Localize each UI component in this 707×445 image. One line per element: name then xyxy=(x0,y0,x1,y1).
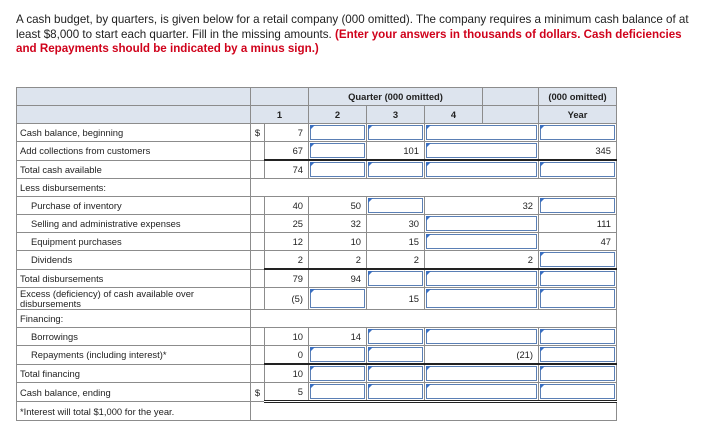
input-box[interactable] xyxy=(310,366,365,381)
cell-value: 15 xyxy=(408,236,419,247)
input-box[interactable] xyxy=(426,289,537,308)
input-marker-icon xyxy=(540,125,545,130)
cell-value: 2 xyxy=(297,254,303,265)
answer-input-q3[interactable] xyxy=(367,328,425,346)
answer-input-q4[interactable] xyxy=(425,328,539,346)
row-label: Selling and administrative expenses xyxy=(17,215,251,233)
answer-input-q2[interactable] xyxy=(309,124,367,142)
given-value-q1 xyxy=(265,197,309,215)
cell-value: 111 xyxy=(596,218,611,229)
table-row xyxy=(17,233,617,251)
cell-value: 14 xyxy=(350,331,361,342)
answer-input-q3[interactable] xyxy=(367,364,425,383)
answer-input-year[interactable] xyxy=(539,364,617,383)
cell-value xyxy=(533,293,536,304)
row-label: Total disbursements xyxy=(17,269,251,288)
answer-input-q4[interactable] xyxy=(425,364,539,383)
input-marker-icon xyxy=(540,162,545,167)
given-value-q3 xyxy=(367,142,425,161)
given-value-q1 xyxy=(265,160,309,179)
cell-value xyxy=(611,254,614,265)
cell-value xyxy=(419,349,422,360)
given-value-q1 xyxy=(265,288,309,310)
input-marker-icon xyxy=(310,366,315,371)
header-q3: 3 xyxy=(367,106,425,124)
given-value-q1 xyxy=(265,233,309,251)
header-year: Year xyxy=(539,106,617,124)
cell-value: (21) xyxy=(516,349,533,360)
answer-input-q2[interactable] xyxy=(309,383,367,402)
cell-value xyxy=(419,331,422,342)
row-label: Dividends xyxy=(17,251,251,270)
table-row xyxy=(17,288,617,310)
cell-value: 67 xyxy=(292,145,303,156)
answer-input-q3[interactable] xyxy=(367,124,425,142)
quarter-group-header: Quarter (000 omitted) xyxy=(309,88,483,106)
input-marker-icon xyxy=(426,143,431,148)
header-q2: 2 xyxy=(309,106,367,124)
table-row xyxy=(17,328,617,346)
input-box[interactable] xyxy=(426,125,537,140)
given-value-q1 xyxy=(265,124,309,142)
given-value-q1 xyxy=(265,328,309,346)
cell-value: 32 xyxy=(350,218,361,229)
row-label: Financing: xyxy=(17,310,251,328)
cell-value xyxy=(533,236,536,247)
cell-value xyxy=(419,386,422,397)
cell-value xyxy=(533,218,536,229)
instructions-text: A cash budget, by quarters, is given below for a retail company (000 omitted). The company requires a minimum cash balance of at least $8,000 to start each quarter. Fill in the missing amounts. xyxy=(16,13,689,41)
cell-value: 15 xyxy=(408,293,419,304)
answer-input-q4[interactable] xyxy=(425,288,539,310)
input-marker-icon xyxy=(540,366,545,371)
input-box[interactable] xyxy=(368,162,423,177)
cell-value xyxy=(419,368,422,379)
input-marker-icon xyxy=(368,384,373,389)
given-value-q4 xyxy=(425,197,539,215)
input-marker-icon xyxy=(310,125,315,130)
input-box[interactable] xyxy=(540,347,615,362)
dollar-sign xyxy=(251,215,265,233)
input-marker-icon xyxy=(426,216,431,221)
row-label: Equipment purchases xyxy=(17,233,251,251)
dollar-sign xyxy=(251,346,265,365)
input-box[interactable] xyxy=(368,366,423,381)
input-box[interactable] xyxy=(368,271,423,286)
cell-value xyxy=(361,349,364,360)
row-label: Cash balance, beginning xyxy=(17,124,251,142)
dollar-sign xyxy=(251,288,265,310)
input-box[interactable] xyxy=(368,329,423,344)
cell-value: 101 xyxy=(403,145,419,156)
dollar-sign xyxy=(251,328,265,346)
year-group-header: (000 omitted) xyxy=(539,88,617,106)
cell-value xyxy=(361,164,364,175)
cell-value: 47 xyxy=(600,236,611,247)
table-row xyxy=(17,142,617,161)
answer-input-year[interactable] xyxy=(539,346,617,365)
header-corner xyxy=(17,88,251,106)
cell-value xyxy=(611,349,614,360)
input-box[interactable] xyxy=(368,384,423,399)
dollar-sign xyxy=(251,251,265,270)
input-marker-icon xyxy=(310,384,315,389)
input-box[interactable] xyxy=(540,271,615,286)
cell-value: 32 xyxy=(522,200,533,211)
table-row xyxy=(17,197,617,215)
header-q1: 1 xyxy=(251,106,309,124)
cell-value: (5) xyxy=(291,293,303,304)
dollar-sign: $ xyxy=(251,124,265,142)
answer-input-q4[interactable] xyxy=(425,233,539,251)
row-label: Total financing xyxy=(17,364,251,383)
given-value-q1 xyxy=(265,364,309,383)
input-box[interactable] xyxy=(540,125,615,140)
row-label: Purchase of inventory xyxy=(17,197,251,215)
input-marker-icon xyxy=(368,271,373,276)
table-row xyxy=(17,402,617,421)
input-box[interactable] xyxy=(310,289,365,308)
input-marker-icon xyxy=(368,366,373,371)
given-value-q3 xyxy=(367,233,425,251)
input-box[interactable] xyxy=(540,384,615,399)
input-marker-icon xyxy=(540,384,545,389)
cell-value xyxy=(611,200,614,211)
section-filler xyxy=(251,310,617,328)
input-box[interactable] xyxy=(540,198,615,213)
row-label: Borrowings xyxy=(17,328,251,346)
input-box[interactable] xyxy=(426,384,537,399)
cell-value xyxy=(533,127,536,138)
instructions-emphasis: (Enter your answers in thousands of dollars. Cash deficiencies and Repayments should be indicated by a minus sign.) xyxy=(16,27,682,56)
cell-value xyxy=(361,293,364,304)
dollar-sign: $ xyxy=(251,383,265,402)
input-box[interactable] xyxy=(426,143,537,158)
given-value-year xyxy=(539,215,617,233)
input-marker-icon xyxy=(368,198,373,203)
input-marker-icon xyxy=(540,329,545,334)
given-value-q1 xyxy=(265,142,309,161)
cell-value: 12 xyxy=(292,236,303,247)
cell-value: 94 xyxy=(350,273,361,284)
answer-input-q3[interactable] xyxy=(367,160,425,179)
input-marker-icon xyxy=(426,234,431,239)
answer-input-q2[interactable] xyxy=(309,142,367,161)
cell-value xyxy=(533,331,536,342)
input-box[interactable] xyxy=(310,347,365,362)
cash-budget-table xyxy=(16,87,617,421)
cell-value: 25 xyxy=(292,218,303,229)
answer-input-q2[interactable] xyxy=(309,346,367,365)
given-value-q1 xyxy=(265,346,309,365)
table-row xyxy=(17,160,617,179)
cell-value: 74 xyxy=(292,164,303,175)
dollar-sign xyxy=(251,142,265,161)
cell-value: 10 xyxy=(292,331,303,342)
cell-value: 2 xyxy=(355,254,361,265)
table-row xyxy=(17,124,617,142)
row-label: Excess (deficiency) of cash available over disbursements xyxy=(17,288,251,310)
given-value-q2 xyxy=(309,251,367,270)
answer-input-q2[interactable] xyxy=(309,160,367,179)
cell-value: 10 xyxy=(292,368,303,379)
dollar-sign xyxy=(251,233,265,251)
cell-value: 0 xyxy=(297,349,303,360)
row-label: Less disbursements: xyxy=(17,179,251,197)
input-box[interactable] xyxy=(368,125,423,140)
input-marker-icon xyxy=(426,329,431,334)
answer-input-q4[interactable] xyxy=(425,215,539,233)
input-box[interactable] xyxy=(426,234,537,249)
input-marker-icon xyxy=(368,162,373,167)
input-marker-icon xyxy=(426,271,431,276)
cell-value xyxy=(361,386,364,397)
cell-value xyxy=(533,164,536,175)
input-box[interactable] xyxy=(310,143,365,158)
given-value-year xyxy=(539,233,617,251)
input-marker-icon xyxy=(310,289,315,294)
dollar-sign xyxy=(251,197,265,215)
given-value-q2 xyxy=(309,269,367,288)
answer-input-q2[interactable] xyxy=(309,288,367,310)
cell-value: 2 xyxy=(413,254,419,265)
cell-value xyxy=(419,127,422,138)
input-marker-icon xyxy=(426,162,431,167)
input-marker-icon xyxy=(426,125,431,130)
header-q1-blank xyxy=(251,88,309,106)
input-box[interactable] xyxy=(540,289,615,308)
input-box[interactable] xyxy=(426,162,537,177)
row-label: Cash balance, ending xyxy=(17,383,251,402)
input-marker-icon xyxy=(426,384,431,389)
table-row xyxy=(17,179,617,197)
cell-value xyxy=(361,127,364,138)
answer-input-q3[interactable] xyxy=(367,383,425,402)
input-marker-icon xyxy=(540,347,545,352)
answer-input-year[interactable] xyxy=(539,251,617,270)
answer-input-q4[interactable] xyxy=(425,383,539,402)
input-box[interactable] xyxy=(426,216,537,231)
cell-value xyxy=(533,386,536,397)
cell-value: 50 xyxy=(350,200,361,211)
dollar-sign xyxy=(251,160,265,179)
given-value-q2 xyxy=(309,233,367,251)
answer-input-q3[interactable] xyxy=(367,197,425,215)
section-filler xyxy=(251,179,617,197)
given-value-q1 xyxy=(265,269,309,288)
cell-value: 2 xyxy=(527,254,533,265)
row-label: Add collections from customers xyxy=(17,142,251,161)
row-label: *Interest will total $1,000 for the year. xyxy=(17,402,251,421)
input-box[interactable] xyxy=(368,198,423,213)
input-box[interactable] xyxy=(310,162,365,177)
cell-value: 10 xyxy=(350,236,361,247)
input-box[interactable] xyxy=(540,366,615,381)
section-filler xyxy=(251,402,617,421)
cell-value xyxy=(611,386,614,397)
cell-value xyxy=(533,145,536,156)
header-label-blank xyxy=(17,106,251,124)
cell-value: 7 xyxy=(297,127,303,138)
cell-value: 345 xyxy=(595,145,611,156)
cell-value xyxy=(611,368,614,379)
given-value-q4 xyxy=(425,346,539,365)
input-box[interactable] xyxy=(540,252,615,267)
problem-instructions xyxy=(16,13,704,57)
cell-value xyxy=(419,273,422,284)
cell-value: 40 xyxy=(292,200,303,211)
given-value-q3 xyxy=(367,251,425,270)
given-value-q3 xyxy=(367,288,425,310)
cell-value xyxy=(361,368,364,379)
given-value-q2 xyxy=(309,197,367,215)
dollar-sign xyxy=(251,364,265,383)
input-marker-icon xyxy=(368,125,373,130)
answer-input-year[interactable] xyxy=(539,328,617,346)
cell-value xyxy=(611,273,614,284)
table-row xyxy=(17,383,617,402)
input-marker-icon xyxy=(310,143,315,148)
answer-input-year[interactable] xyxy=(539,269,617,288)
input-box[interactable] xyxy=(540,329,615,344)
table-row xyxy=(17,364,617,383)
table-row xyxy=(17,269,617,288)
input-marker-icon xyxy=(368,329,373,334)
cell-value: 30 xyxy=(408,218,419,229)
input-box[interactable] xyxy=(310,384,365,399)
answer-input-q4[interactable] xyxy=(425,142,539,161)
cell-value xyxy=(611,127,614,138)
answer-input-q3[interactable] xyxy=(367,269,425,288)
cell-value: 5 xyxy=(297,386,303,397)
given-value-q1 xyxy=(265,383,309,402)
cell-value: 79 xyxy=(292,273,303,284)
input-box[interactable] xyxy=(310,125,365,140)
answer-input-year[interactable] xyxy=(539,124,617,142)
input-marker-icon xyxy=(426,289,431,294)
cell-value xyxy=(611,331,614,342)
given-value-q1 xyxy=(265,215,309,233)
input-box[interactable] xyxy=(540,162,615,177)
row-label: Repayments (including interest)* xyxy=(17,346,251,365)
answer-input-q4[interactable] xyxy=(425,160,539,179)
input-box[interactable] xyxy=(426,271,537,286)
cell-value xyxy=(361,145,364,156)
answer-input-year[interactable] xyxy=(539,197,617,215)
input-marker-icon xyxy=(368,347,373,352)
input-marker-icon xyxy=(310,162,315,167)
input-marker-icon xyxy=(540,289,545,294)
given-value-q4 xyxy=(425,251,539,270)
cell-value xyxy=(533,273,536,284)
table-row xyxy=(17,251,617,270)
input-marker-icon xyxy=(426,366,431,371)
cell-value xyxy=(419,164,422,175)
table-row xyxy=(17,346,617,365)
answer-input-year[interactable] xyxy=(539,383,617,402)
dollar-sign xyxy=(251,269,265,288)
input-marker-icon xyxy=(540,252,545,257)
answer-input-year[interactable] xyxy=(539,160,617,179)
given-value-q2 xyxy=(309,215,367,233)
header-q4-spacer xyxy=(483,106,539,124)
input-box[interactable] xyxy=(368,347,423,362)
input-box[interactable] xyxy=(426,366,537,381)
cell-value xyxy=(533,368,536,379)
answer-input-q4[interactable] xyxy=(425,124,539,142)
answer-input-q3[interactable] xyxy=(367,346,425,365)
cell-value xyxy=(419,200,422,211)
cell-value xyxy=(611,293,614,304)
given-value-q2 xyxy=(309,328,367,346)
header-q4-blank xyxy=(483,88,539,106)
header-q4-label: 4 xyxy=(425,106,483,124)
given-value-year xyxy=(539,142,617,161)
input-marker-icon xyxy=(310,347,315,352)
table-row xyxy=(17,310,617,328)
row-label: Total cash available xyxy=(17,160,251,179)
input-marker-icon xyxy=(540,271,545,276)
given-value-q3 xyxy=(367,215,425,233)
given-value-q1 xyxy=(265,251,309,270)
table-row xyxy=(17,215,617,233)
answer-input-year[interactable] xyxy=(539,288,617,310)
input-marker-icon xyxy=(540,198,545,203)
answer-input-q2[interactable] xyxy=(309,364,367,383)
answer-input-q4[interactable] xyxy=(425,269,539,288)
input-box[interactable] xyxy=(426,329,537,344)
cell-value xyxy=(611,164,614,175)
